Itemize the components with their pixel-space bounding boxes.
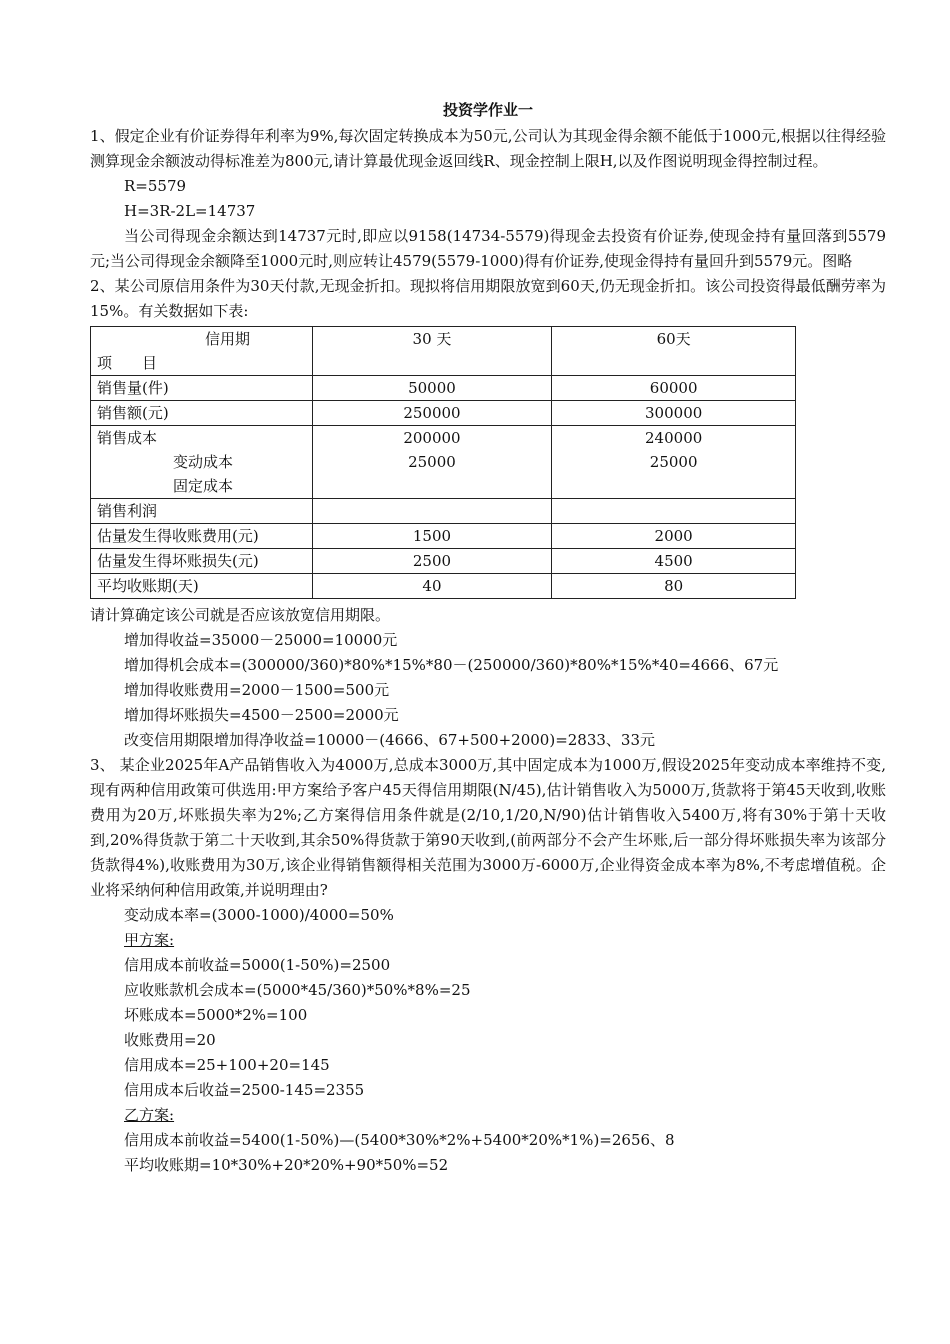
plan-a-line-6: 信用成本后收益=2500-145=2355 — [124, 1081, 365, 1099]
q2-step-3: 增加得收账费用=2000－1500=500元 — [124, 681, 390, 699]
plan-a-line-3: 坏账成本=5000*2%=100 — [124, 1006, 308, 1024]
header-cell-30: 30 天 — [312, 327, 552, 376]
header-cell-item: 信用期 项 目 — [91, 327, 313, 376]
plan-b-line-2: 平均收账期=10*30%+20*20%+90*50%=52 — [124, 1156, 449, 1174]
q2-step-2: 增加得机会成本=(300000/360)*80%*15%*80－(250000/360)*80%*15%*40=4666、67元 — [124, 656, 779, 674]
q1-answer-r: R=5579 — [124, 177, 187, 195]
page-title: 投资学作业一 — [442, 101, 533, 119]
q3-variable-cost-rate: 变动成本率=(3000-1000)/4000=50% — [124, 906, 394, 924]
credit-data-table — [90, 326, 796, 599]
q2-step-1: 增加得收益=35000－25000=10000元 — [124, 631, 398, 649]
table-row: 销售量(件) 50000 60000 — [91, 376, 796, 401]
plan-a-line-5: 信用成本=25+100+20=145 — [124, 1056, 330, 1074]
q2-step-5: 改变信用期限增加得净收益=10000－(4666、67+500+2000)=2833、33元 — [124, 731, 656, 749]
q1-explanation: 当公司得现金余额达到14737元时,即应以9158(14734-5579)得现金去投资有价证券,使现金持有量回落到5579元;当公司得现金余额降至1000元时,则应转让4579(5579-1000)得有价证券,使现金得持有量回升到5579元。图略 — [90, 227, 886, 270]
plan-a-heading: 甲方案: — [124, 931, 175, 949]
table-row: 销售额(元) 250000 300000 — [91, 401, 796, 426]
document-page — [90, 98, 886, 1178]
plan-a-line-2: 应收账款机会成本=(5000*45/360)*50%*8%=25 — [124, 981, 471, 999]
q2-step-4: 增加得坏账损失=4500－2500=2000元 — [124, 706, 399, 724]
table-header-row — [91, 327, 796, 376]
plan-a-line-4: 收账费用=20 — [124, 1031, 216, 1049]
table-row: 销售成本 变动成本 固定成本 200000 25000 240000 25000 — [91, 426, 796, 499]
q2-question: 2、某公司原信用条件为30天付款,无现金折扣。现拟将信用期限放宽到60天,仍无现金折扣。该公司投资得最低酬劳率为15%。有关数据如下表: — [90, 277, 886, 320]
table-row: 估量发生得收账费用(元) 1500 2000 — [91, 524, 796, 549]
table-row: 销售利润 — [91, 499, 796, 524]
plan-b-line-1: 信用成本前收益=5400(1-50%)—(5400*30%*2%+5400*20%*1%)=2656、8 — [124, 1131, 675, 1149]
table-row: 平均收账期(天) 40 80 — [91, 574, 796, 599]
q1-answer-h: H=3R-2L=14737 — [124, 202, 256, 220]
q1-question: 1、假定企业有价证券得年利率为9%,每次固定转换成本为50元,公司认为其现金得余额不能低于1000元,根据以往得经验测算现金余额波动得标准差为800元,请计算最优现金返回线R、现金控制上限H,以及作图说明现金得控制过程。 — [90, 127, 886, 170]
plan-b-heading: 乙方案: — [124, 1106, 175, 1124]
q3-question: 3、 某企业2025年A产品销售收入为4000万,总成本3000万,其中固定成本为1000万,假设2025年变动成本率维持不变,现有两种信用政策可供选用:甲方案给予客户45天得信用期限(N/45),估计销售收入为5000万,货款将于第45天收到,收账费用为20万,坏账损失率为2%;乙方案得信用条件就是(2/10,1/20,N/90)估计销售收入5400万,将有30%于第十天收到,20%得货款于第二十天收到,其余50%得货款于第90天收到,(前两部分不会产生坏账,后一部分得坏账损失率为该部分货款得4%),收账费用为30万,该企业得销售额得相关范围为3000万-6000万,企业得资金成本率为8%,不考虑增值税。企业将采纳何种信用政策,并说明理由? — [90, 756, 886, 899]
plan-a-line-1: 信用成本前收益=5000(1-50%)=2500 — [124, 956, 391, 974]
header-cell-60: 60天 — [552, 327, 796, 376]
table-row: 估量发生得坏账损失(元) 2500 4500 — [91, 549, 796, 574]
q2-ask: 请计算确定该公司就是否应该放宽信用期限。 — [90, 606, 391, 624]
